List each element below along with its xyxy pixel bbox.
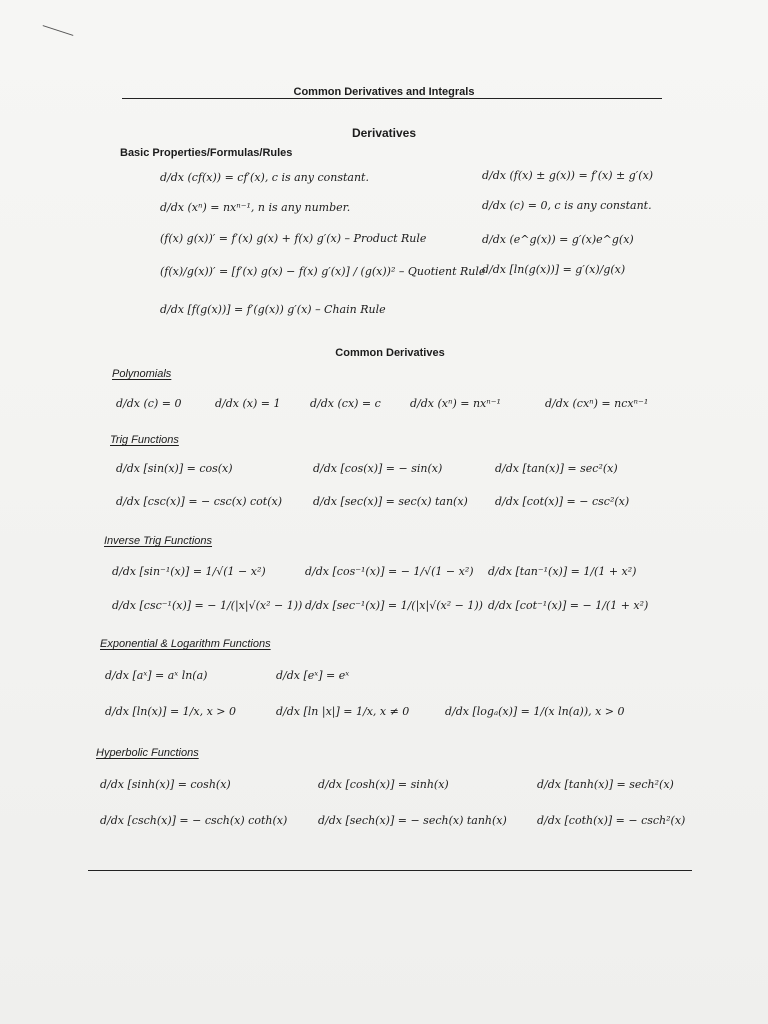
doc-title: Common Derivatives and Integrals <box>293 86 475 98</box>
formula-exp-chain: d/dx (e^g(x)) = g′(x)e^g(x) <box>482 233 634 246</box>
poly-c-power: d/dx (cxⁿ) = ncxⁿ⁻¹ <box>545 397 649 410</box>
trig-cos: d/dx [cos(x)] = − sin(x) <box>313 462 443 475</box>
trig-cot: d/dx [cot(x)] = − csc²(x) <box>495 495 630 508</box>
trig-tan: d/dx [tan(x)] = sec²(x) <box>495 462 618 475</box>
hyp-sinh: d/dx [sinh(x)] = cosh(x) <box>100 778 231 791</box>
invtrig-arccos: d/dx [cos⁻¹(x)] = − 1/√(1 − x²) <box>305 565 474 578</box>
poly-x: d/dx (x) = 1 <box>215 397 281 410</box>
invtrig-arccot: d/dx [cot⁻¹(x)] = − 1/(1 + x²) <box>488 599 649 612</box>
hyp-tanh: d/dx [tanh(x)] = sech²(x) <box>537 778 674 791</box>
hyp-sech: d/dx [sech(x)] = − sech(x) tanh(x) <box>318 814 507 827</box>
pen-mark <box>43 25 74 36</box>
explog-ln: d/dx [ln(x)] = 1/x, x > 0 <box>105 705 236 718</box>
category-exp-log: Exponential & Logarithm Functions <box>100 638 271 650</box>
formula-constant: d/dx (c) = 0, c is any constant. <box>482 199 652 212</box>
invtrig-arcsec: d/dx [sec⁻¹(x)] = 1/(|x|√(x² − 1)) <box>305 599 483 612</box>
formula-chain-rule: d/dx [f(g(x))] = f′(g(x)) g′(x) – Chain Rule <box>160 303 386 316</box>
formula-ln-chain: d/dx [ln(g(x))] = g′(x)/g(x) <box>482 263 626 276</box>
poly-cx: d/dx (cx) = c <box>310 397 381 410</box>
explog-ln-abs: d/dx [ln |x|] = 1/x, x ≠ 0 <box>276 705 410 718</box>
explog-a-power: d/dx [aˣ] = aˣ ln(a) <box>105 669 208 682</box>
trig-sec: d/dx [sec(x)] = sec(x) tan(x) <box>313 495 468 508</box>
category-inverse-trig: Inverse Trig Functions <box>104 535 213 547</box>
common-heading: Common Derivatives <box>335 347 445 359</box>
formula-product-rule: (f(x) g(x))′ = f′(x) g(x) + f(x) g′(x) – Product Rule <box>160 232 427 245</box>
section-title: Derivatives <box>351 126 417 140</box>
basic-heading: Basic Properties/Formulas/Rules <box>120 147 293 159</box>
invtrig-arcsin: d/dx [sin⁻¹(x)] = 1/√(1 − x²) <box>112 565 266 578</box>
trig-csc: d/dx [csc(x)] = − csc(x) cot(x) <box>116 495 282 508</box>
poly-constant: d/dx (c) = 0 <box>116 397 182 410</box>
category-polynomials: Polynomials <box>112 368 172 380</box>
trig-sin: d/dx [sin(x)] = cos(x) <box>116 462 233 475</box>
invtrig-arctan: d/dx [tan⁻¹(x)] = 1/(1 + x²) <box>488 565 637 578</box>
hyp-coth: d/dx [coth(x)] = − csch²(x) <box>537 814 686 827</box>
bottom-rule <box>88 870 692 871</box>
hyp-csch: d/dx [csch(x)] = − csch(x) coth(x) <box>100 814 288 827</box>
explog-log-a: d/dx [logₐ(x)] = 1/(x ln(a)), x > 0 <box>445 705 625 718</box>
formula-constant-multiple: d/dx (cf(x)) = cf′(x), c is any constant. <box>160 171 369 184</box>
category-hyperbolic: Hyperbolic Functions <box>96 747 199 759</box>
formula-power-rule: d/dx (xⁿ) = nxⁿ⁻¹, n is any number. <box>160 201 351 214</box>
hyp-cosh: d/dx [cosh(x)] = sinh(x) <box>318 778 449 791</box>
explog-e-power: d/dx [eˣ] = eˣ <box>276 669 350 682</box>
poly-power: d/dx (xⁿ) = nxⁿ⁻¹ <box>410 397 501 410</box>
formula-sum-rule: d/dx (f(x) ± g(x)) = f′(x) ± g′(x) <box>482 169 654 182</box>
title-underline <box>122 98 662 99</box>
category-trig: Trig Functions <box>110 434 179 446</box>
formula-quotient-rule: (f(x)/g(x))′ = [f′(x) g(x) − f(x) g′(x)] / (g(x))² – Quotient Rule <box>160 265 486 278</box>
invtrig-arccsc: d/dx [csc⁻¹(x)] = − 1/(|x|√(x² − 1)) <box>112 599 303 612</box>
